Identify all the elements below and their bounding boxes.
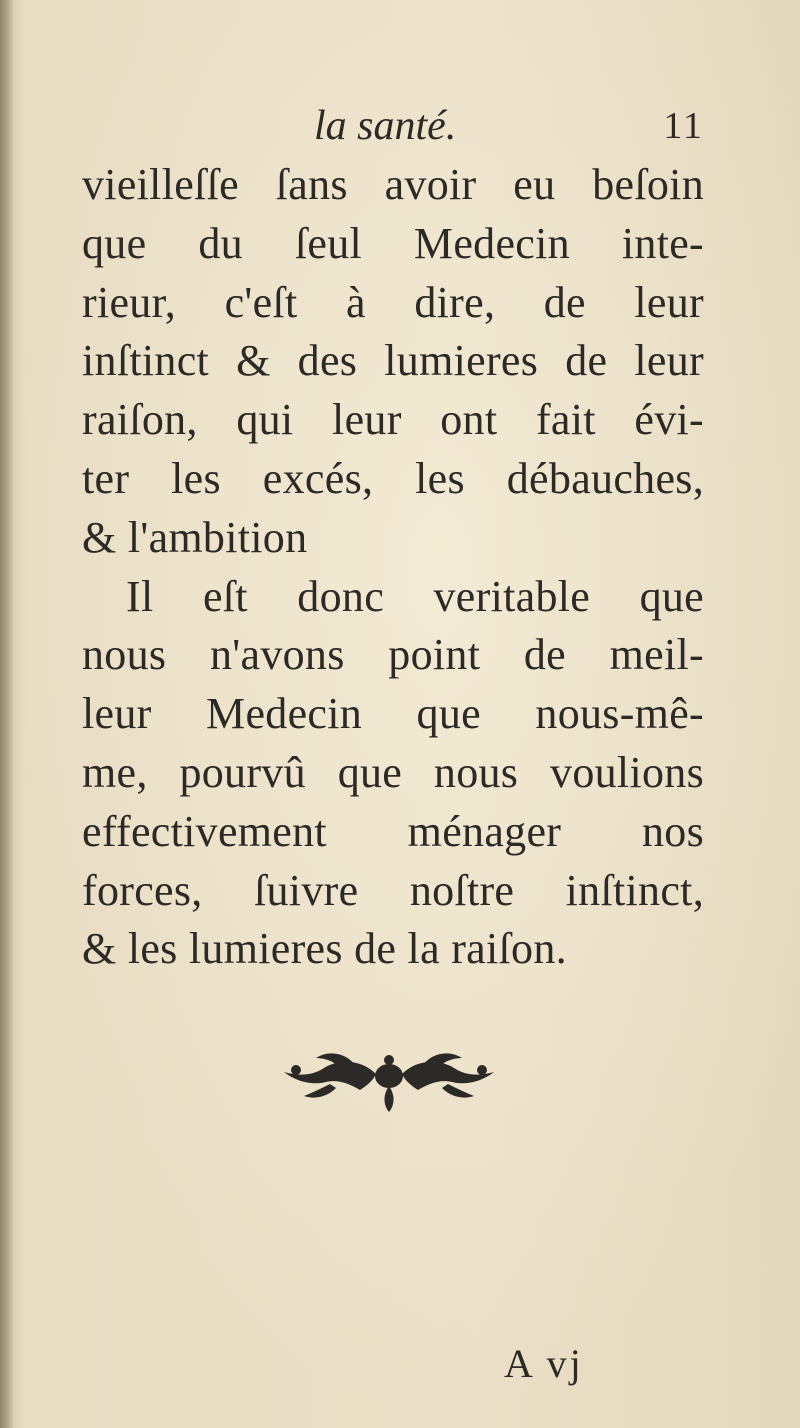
page-number: 11 <box>663 105 704 147</box>
running-title: la santé. <box>314 103 457 149</box>
fleuron-ornament-icon <box>276 1046 502 1114</box>
text-line: effectivement ménager nos <box>82 806 704 856</box>
text-line: que du ſeul Medecin inte- <box>82 218 704 268</box>
page-gutter-shadow <box>0 0 14 1428</box>
text-line: Il eſt donc veritable que <box>126 571 704 621</box>
text-line: leur Medecin que nous-mê- <box>82 689 704 739</box>
text-line: & les lumieres de la raiſon. <box>82 924 567 974</box>
text-line: me, pourvû que nous voulions <box>82 747 704 797</box>
text-line: forces, ſuivre noſtre inſtinct, <box>82 865 704 915</box>
text-line: nous n'avons point de meil- <box>82 630 704 680</box>
text-line: vieilleſſe ſans avoir eu beſoin <box>82 160 704 209</box>
text-line: raiſon, qui leur ont fait évi- <box>82 395 704 445</box>
signature-mark: A vj <box>504 1341 584 1386</box>
body-text <box>82 156 704 979</box>
text-line: & l'ambition <box>82 512 308 562</box>
text-line: ter les excés, les débauches, <box>82 453 704 503</box>
text-line: rieur, c'eſt à dire, de leur <box>82 277 704 327</box>
page-header <box>0 96 800 156</box>
text-line: inſtinct & des lumieres de leur <box>82 336 704 386</box>
